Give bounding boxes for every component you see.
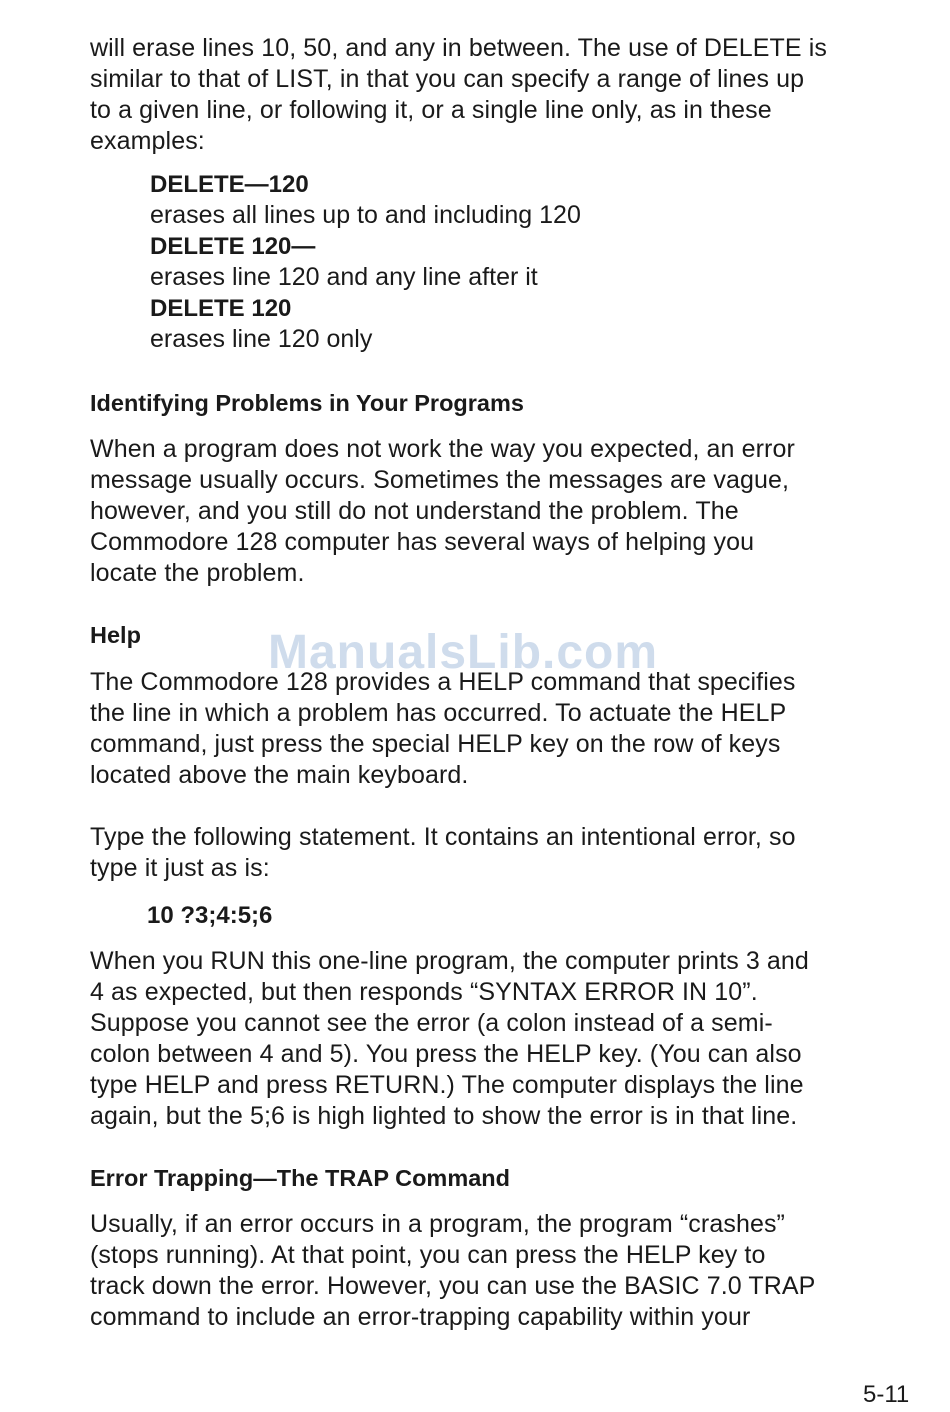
delete-example-command: DELETE—120 [150, 171, 309, 198]
help-paragraph-1: The Commodore 128 provides a HELP command that specifies the line in which a problem has occurred. To actuate the HELP command, just press the special HELP key on the row of keys located above the main keyboard. [90, 668, 796, 789]
delete-examples [150, 169, 950, 355]
delete-example-command: DELETE 120 [150, 295, 292, 322]
code-example: 10 ?3;4:5;6 [147, 902, 273, 929]
error-trapping-heading: Error Trapping—The TRAP Command [90, 1165, 510, 1191]
delete-example-description: erases all lines up to and including 120 [150, 201, 581, 229]
help-paragraph-3: When you RUN this one-line program, the computer prints 3 and 4 as expected, but then responds “SYNTAX ERROR IN 10”. Suppose you cannot see the error (a colon instead of a semi- colon between 4 and 5). You press the HELP key. (You can also type HELP and press RETURN.) The computer displays the line again, but the 5;6 is high lighted to show the error is in that line. [90, 947, 809, 1130]
help-paragraph-2: Type the following statement. It contains an intentional error, so type it just as is: [90, 823, 796, 882]
help-heading: Help [90, 622, 141, 648]
page-number: 5-11 [863, 1381, 910, 1408]
delete-example-description: erases line 120 and any line after it [150, 263, 538, 291]
watermark-logo: ManualsLib.com [268, 626, 659, 679]
delete-example-description: erases line 120 only [150, 325, 373, 353]
delete-example-command: DELETE 120— [150, 233, 316, 260]
error-trapping-paragraph: Usually, if an error occurs in a program, the program “crashes” (stops running). At that point, you can press the HELP key to track down the error. However, you can use the BASIC 7.0 TRAP command to include an error-trapping capability within your [90, 1210, 816, 1331]
identifying-problems-paragraph: When a program does not work the way you expected, an error message usually occurs. Sometimes the messages are vague, however, and you still do not understand the problem. The Commodore 128 computer has several ways of helping you locate the problem. [90, 435, 795, 587]
intro-paragraph: will erase lines 10, 50, and any in between. The use of DELETE is similar to that of LIST, in that you can specify a range of lines up to a given line, or following it, or a single line only, as in these examples: [90, 34, 828, 155]
identifying-problems-heading: Identifying Problems in Your Programs [90, 390, 524, 416]
